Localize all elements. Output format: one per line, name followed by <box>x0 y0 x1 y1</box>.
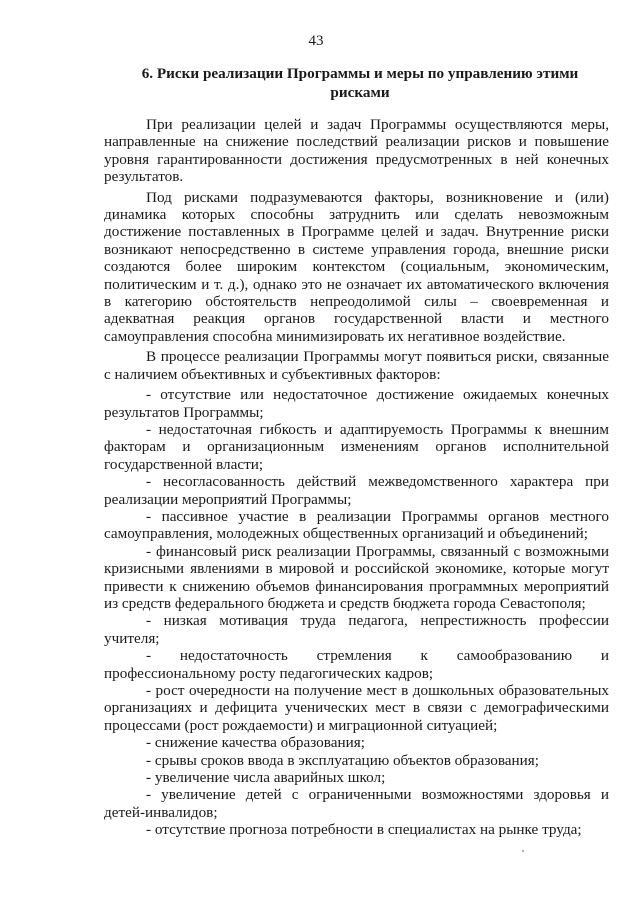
document-body <box>104 116 609 839</box>
risk-item: - недостаточная гибкость и адаптируемость Программы к внешним факторам и организационным изменениям органов исполнительной государственной власти; <box>104 420 609 473</box>
risk-item: - пассивное участие в реализации Программы органов местного самоуправления, молодежных общественных организаций и объединений; <box>104 507 609 543</box>
risk-item: - несогласованность действий межведомственного характера при реализации мероприятий Программы; <box>104 473 609 508</box>
risk-item: - рост очередности на получение мест в дошкольных образовательных организациях и дефицита ученических мест в связи с демографическими процессами (рост рождаемости) и миграционной ситуацией; <box>104 682 609 734</box>
risk-item: - отсутствие прогноза потребности в специалистах на рынке труда; <box>146 821 582 839</box>
risk-item: - недостаточность стремления к самообразованию и профессиональному росту педагогических кадров; <box>104 647 609 682</box>
risk-item: - низкая мотивация труда педагога, непрестижность профессии учителя; <box>104 612 609 647</box>
risk-item: - финансовый риск реализации Программы, связанный с возможными кризисными явлениями в мировой и российской экономике, которые могут привести к снижению объемов финансирования программных мероприятий из средств федерального бюджета и средств бюджета города Севастополя; <box>104 542 609 612</box>
risk-item: - отсутствие или недостаточное достижение ожидаемых конечных результатов Программы; <box>104 386 609 421</box>
risk-item: - срывы сроков ввода в эксплуатацию объектов образования; <box>146 751 540 769</box>
risk-list <box>104 386 609 839</box>
scan-speck <box>522 850 524 852</box>
paragraph: В процессе реализации Программы могут появиться риски, связанные с наличием объективных и субъективных факторов: <box>104 348 609 383</box>
paragraph: При реализации целей и задач Программы осуществляются меры, направленные на снижение последствий реализации рисков и повышение уровня гарантированности достижения предусмотренных в ней конечных результатов. <box>104 116 609 186</box>
page-number: 43 <box>308 33 324 49</box>
section-heading: 6. Риски реализации Программы и меры по управлению этими рисками <box>141 65 579 101</box>
risk-item: - увеличение детей с ограниченными возможностями здоровья и детей-инвалидов; <box>104 786 609 821</box>
risk-item: - увеличение числа аварийных школ; <box>146 769 386 787</box>
paragraph: Под рисками подразумеваются факторы, возникновение и (или) динамика которых способны затруднить или сделать невозможным достижение поставленных в Программе целей и задач. Внутренние риски возникают непосредственно в системе управления города, внешние риски создаются более широким контекстом (социальным, экономическим, политическим и т. д.), однако это не означает их автоматического включения в категорию обстоятельств непреодолимой силы – своевременная и адекватная реакция органов государственной власти и местного самоуправления способна минимизировать их негативное воздействие. <box>104 188 609 345</box>
risk-item: - снижение качества образования; <box>146 734 365 752</box>
